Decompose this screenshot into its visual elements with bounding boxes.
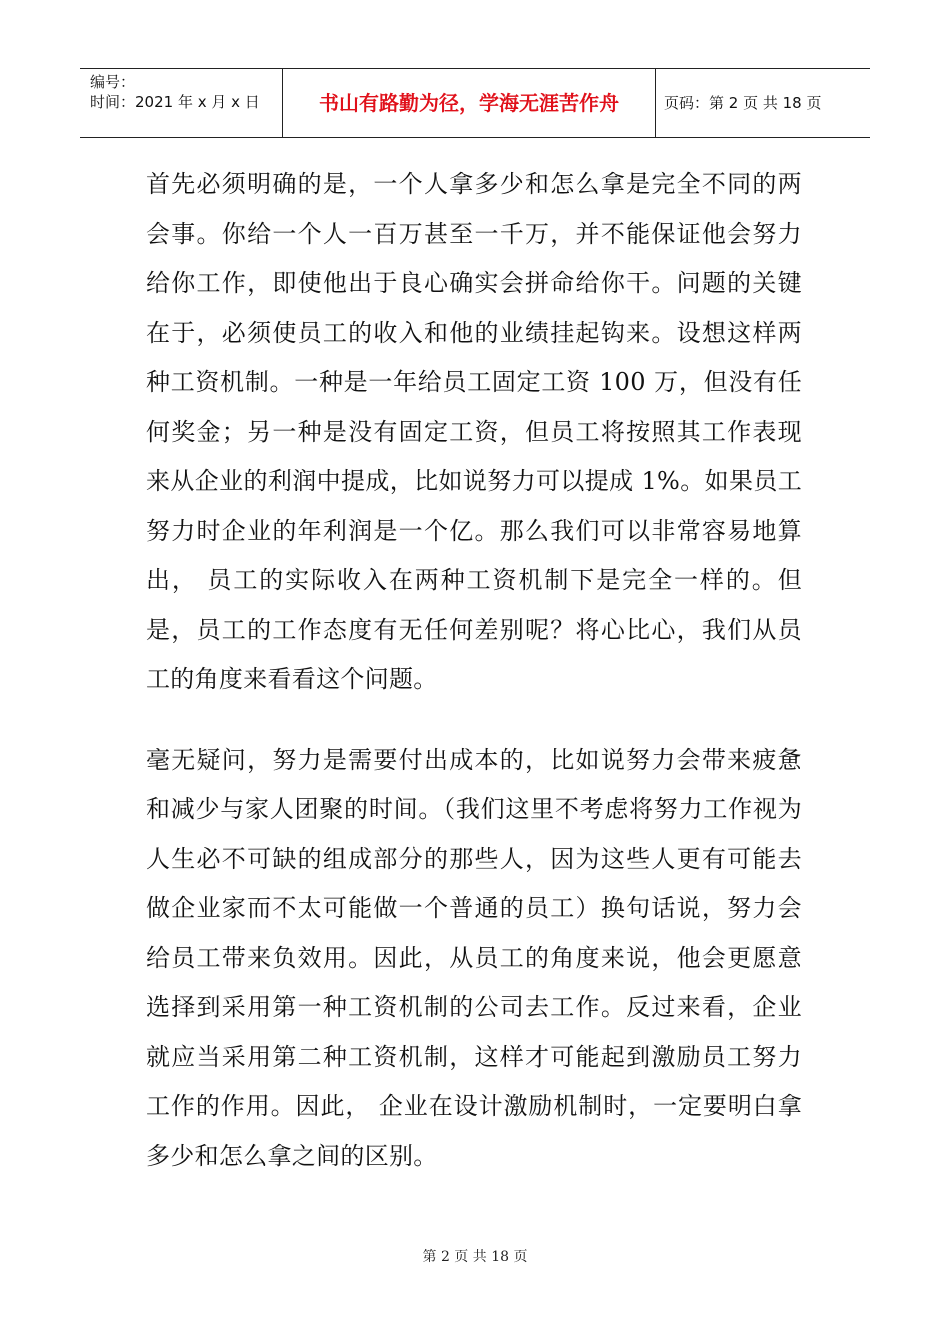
header-page-number: 页码：第 2 页 共 18 页: [664, 94, 822, 112]
paragraph: 毫无疑问，努力是需要付出成本的，比如说努力会带来疲惫和减少与家人团聚的时间。（我们这里不考虑将努力工作视为人生必不可缺的组成部分的那些人，因为这些人更有可能去做企业家而不太可能做一个普通的员工）换句话说，努力会给员工带来负效用。因此，从员工的角度来说，他会更愿意选择到采用第一种工资机制的公司去工作。反过来看，企业就应当采用第二种工资机制，这样才可能起到激励员工努力工作的作用。因此， 企业在设计激励机制时，一定要明白拿多少和怎么拿之间的区别。: [146, 745, 802, 1170]
header-motto: 书山有路勤为径，学海无涯苦作舟: [283, 69, 656, 137]
page-footer: 第 2 页 共 18 页: [422, 1249, 528, 1265]
paragraph: 首先必须明确的是，一个人拿多少和怎么拿是完全不同的两会事。你给一个人一百万甚至一千万，并不能保证他会努力给你工作，即使他出于良心确实会拼命给你干。问题的关键在于，必须使员工的收入和他的业绩挂起钩来。设想这样两种工资机制。一种是一年给员工固定工资 100 万，但没有任何奖金；另一种是没有固定工资，但员工将按照其工作表现来从企业的利润中提成，比如说努力可以提成 1%。如果员工努力时企业的年利润是一个亿。那么我们可以非常容易地算出， 员工的实际收入在两种工资机制下是完全一样的。但是，员工的工作态度有无任何差别呢？将心比心，我们从员工的角度来看看这个问题。: [146, 170, 802, 693]
header-meta-cell: [80, 69, 283, 137]
document-date-label: 时间：2021 年 x 月 x 日: [90, 93, 260, 111]
document-number-label: 编号：: [90, 73, 136, 91]
page-header: [80, 68, 870, 138]
document-body: [146, 160, 802, 1181]
